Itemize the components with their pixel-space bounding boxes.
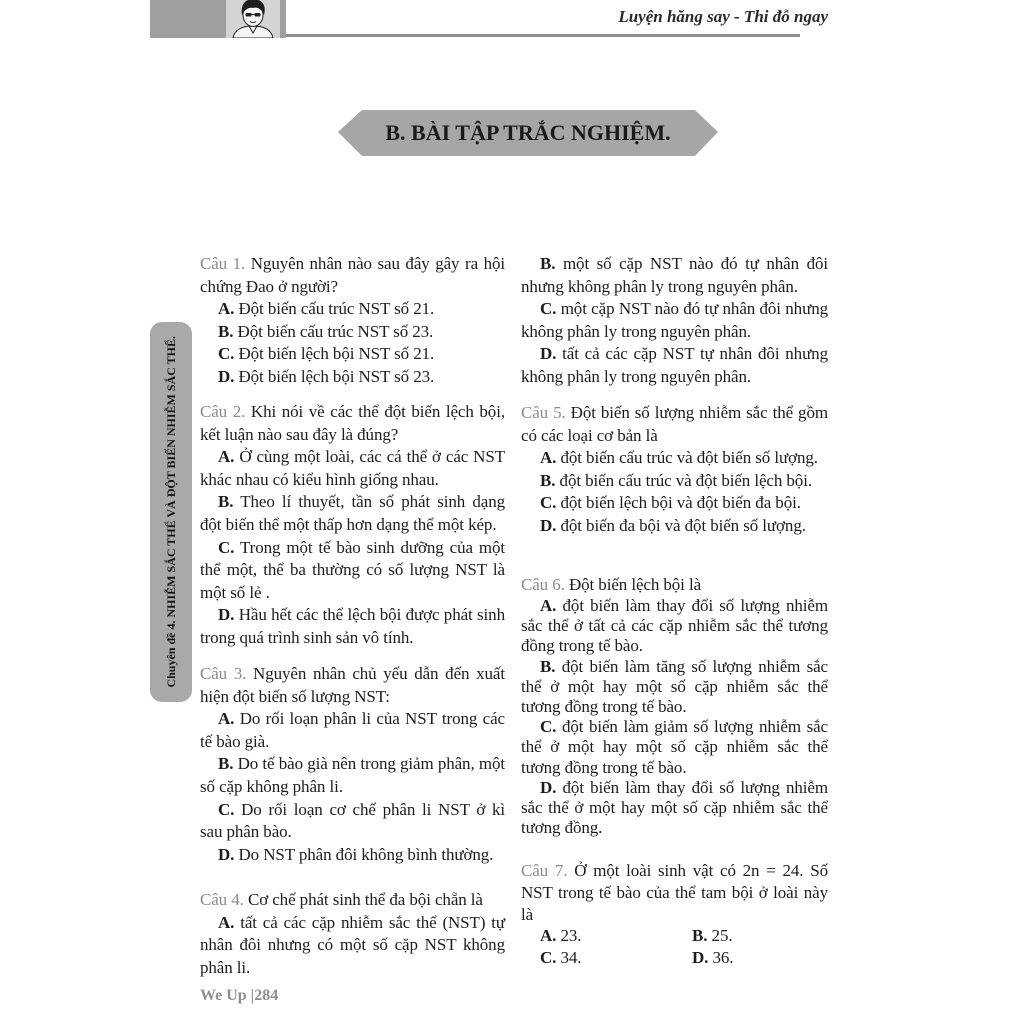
- question-text: Đột biến lệch bội là: [568, 575, 702, 594]
- question-stem: [521, 574, 828, 596]
- option-d: [521, 778, 828, 839]
- header-band: [150, 0, 286, 38]
- option-text: Đột biến cấu trúc NST số 21.: [238, 299, 435, 319]
- option-letter: D.: [540, 515, 557, 535]
- question-7: [521, 860, 828, 969]
- option-b: [521, 657, 828, 718]
- option-d: [521, 515, 828, 538]
- option-text: 25.: [711, 926, 733, 946]
- question-text: Ở một loài sinh vật có 2n = 24. Số NST trong tế bào của thể tam bội ở loài này là: [521, 861, 828, 924]
- option-text: đột biến làm thay đổi số lượng nhiễm sắc thể ở một hay một số cặp nhiễm sắc thể tương đồng.: [521, 777, 828, 838]
- option-letter: C.: [540, 493, 557, 513]
- options-grid: [521, 925, 828, 969]
- header-slogan: Luyện hăng say - Thi đỗ ngay: [618, 7, 828, 26]
- question-4: [200, 889, 505, 979]
- option-letter: A.: [540, 448, 557, 468]
- question-label: Câu 3.: [200, 664, 247, 683]
- option-text: tất cả các cặp NST tự nhân đôi nhưng không phân ly trong nguyên phân.: [521, 344, 828, 386]
- option-letter: D.: [218, 844, 235, 864]
- option-letter: B.: [540, 470, 556, 490]
- chapter-tab: [150, 322, 192, 702]
- option-a: [200, 446, 505, 491]
- option-letter: B.: [692, 926, 708, 946]
- option-text: Đột biến lệch bội NST số 21.: [238, 344, 435, 364]
- option-text: 34.: [560, 948, 582, 968]
- option-letter: A.: [540, 926, 557, 946]
- option-a: [521, 447, 828, 470]
- option-c: [200, 537, 505, 605]
- question-text: Nguyên nhân chủ yếu dẫn đến xuất hiện đột biến số lượng NST:: [200, 664, 505, 706]
- question-text: Khi nói về các thể đột biến lệch bội, kết luận nào sau đây là đúng?: [200, 402, 505, 444]
- option-letter: A.: [540, 596, 557, 615]
- option-letter: D.: [692, 948, 709, 968]
- option-letter: B.: [218, 321, 234, 341]
- question-3: [200, 663, 505, 866]
- question-label: Câu 5.: [521, 403, 566, 422]
- option-b: [200, 491, 505, 536]
- option-letter: A.: [218, 299, 235, 319]
- option-letter: D.: [218, 605, 235, 625]
- option-letter: A.: [218, 912, 235, 932]
- option-text: Hầu hết các thể lệch bội được phát sinh trong quá trình sinh sản vô tính.: [200, 605, 505, 647]
- option-a: [200, 912, 505, 980]
- question-stem: [200, 401, 505, 446]
- option-text: Đột biến lệch bội NST số 23.: [238, 366, 435, 386]
- option-letter: D.: [540, 777, 557, 797]
- option-text: 36.: [712, 948, 734, 968]
- option-letter: B.: [218, 754, 234, 774]
- question-4-continued: [521, 253, 828, 389]
- option-b: [200, 321, 505, 344]
- option-letter: C.: [540, 299, 557, 319]
- option-a: [521, 596, 828, 657]
- option-a: [200, 298, 505, 321]
- section-title-banner: [338, 110, 718, 156]
- option-letter: C.: [218, 799, 235, 819]
- section-title: B. BÀI TẬP TRẮC NGHIỆM.: [385, 120, 671, 145]
- question-stem: [200, 253, 505, 298]
- option-letter: C.: [540, 717, 557, 737]
- option-letter: A.: [218, 447, 235, 467]
- question-label: Câu 6.: [521, 575, 565, 594]
- option-b: [521, 470, 828, 493]
- option-text: Do rối loạn phân li của NST trong các tế bào già.: [200, 709, 505, 751]
- option-text: 23.: [560, 926, 582, 946]
- option-letter: D.: [540, 344, 557, 364]
- option-d: [521, 343, 828, 388]
- question-1: [200, 253, 505, 389]
- option-text: đột biến cấu trúc và đột biến số lượng.: [560, 448, 818, 468]
- option-letter: C.: [218, 344, 235, 364]
- page-footer: We Up |284: [200, 987, 279, 1004]
- question-5: [521, 402, 828, 538]
- option-d: [200, 366, 505, 389]
- option-letter: B.: [540, 656, 556, 676]
- question-stem: [200, 663, 505, 708]
- question-stem: [200, 889, 505, 912]
- option-b: [692, 925, 844, 947]
- question-label: Câu 7.: [521, 861, 568, 880]
- option-text: Do rối loạn cơ chế phân li NST ở kì sau phân bào.: [200, 799, 505, 842]
- question-text: Cơ chế phát sinh thể đa bội chẵn là: [247, 890, 483, 909]
- header-rule: [286, 34, 800, 37]
- question-label: Câu 4.: [200, 890, 244, 909]
- option-text: đột biến đa bội và đột biến số lượng.: [560, 515, 806, 535]
- option-c: [521, 492, 828, 515]
- option-text: Do NST phân đôi không bình thường.: [238, 844, 494, 864]
- question-6: [521, 574, 828, 838]
- option-letter: C.: [540, 948, 557, 968]
- option-text: đột biến lệch bội và đột biến đa bội.: [560, 493, 801, 513]
- option-text: một cặp NST nào đó tự nhân đôi nhưng không phân ly trong nguyên phân.: [521, 299, 828, 341]
- option-text: Theo lí thuyết, tần số phát sinh dạng đột biến thể một thấp hơn dạng thể một kép.: [200, 492, 505, 534]
- option-c: [200, 343, 505, 366]
- option-d: [692, 947, 844, 969]
- student-avatar-icon: [226, 0, 280, 38]
- option-text: một số cặp NST nào đó tự nhân đôi nhưng không phân ly trong nguyên phân.: [521, 254, 828, 296]
- option-letter: C.: [218, 537, 235, 557]
- option-a: [540, 925, 692, 947]
- question-label: Câu 2.: [200, 402, 246, 421]
- option-text: đột biến làm thay đổi số lượng nhiễm sắc thể ở tất cả các cặp nhiễm sắc thể tương đồng trong tế bào.: [521, 596, 828, 656]
- avatar: [226, 0, 280, 38]
- option-letter: A.: [218, 709, 235, 729]
- question-label: Câu 1.: [200, 254, 246, 273]
- option-b: [200, 753, 505, 798]
- question-stem: [521, 860, 828, 925]
- option-b: [521, 253, 828, 298]
- option-c: [521, 717, 828, 778]
- option-text: đột biến làm tăng số lượng nhiễm sắc thể ở một hay một số cặp nhiễm sắc thể tương đồng trong tế bào.: [521, 656, 828, 717]
- option-letter: B.: [218, 492, 234, 512]
- option-letter: D.: [218, 366, 235, 386]
- question-text: Đột biến số lượng nhiễm sắc thể gồm có các loại cơ bản là: [521, 403, 828, 445]
- option-letter: B.: [540, 254, 556, 273]
- option-d: [200, 604, 505, 649]
- option-c: [521, 298, 828, 343]
- option-text: đột biến cấu trúc và đột biến lệch bội.: [559, 470, 812, 490]
- option-text: tất cả các cặp nhiễm sắc thể (NST) tự nhân đôi nhưng có một số cặp NST không phân li.: [200, 912, 506, 977]
- option-text: Ở cùng một loài, các cá thể ở các NST khác nhau có kiểu hình giống nhau.: [200, 447, 505, 489]
- option-c: [540, 947, 692, 969]
- question-text: Nguyên nhân nào sau đây gây ra hội chứng Đao ở người?: [200, 254, 505, 296]
- option-d: [200, 844, 505, 867]
- option-text: Do tế bào già nên trong giảm phân, một số cặp không phân li.: [200, 754, 505, 796]
- option-text: Đột biến cấu trúc NST số 23.: [237, 321, 434, 341]
- option-c: [200, 799, 505, 844]
- option-text: Trong một tế bào sinh dưỡng của một thể một, thể ba thường có số lượng NST là một số lẻ .: [200, 537, 506, 602]
- chapter-tab-label: Chuyên đề 4. NHIỄM SẮC THỂ VÀ ĐỘT BIẾN NHIỄM SẮC THỂ.: [163, 336, 178, 688]
- question-2: [200, 401, 505, 650]
- option-text: đột biến làm giảm số lượng nhiễm sắc thể ở một hay một số cặp nhiễm sắc thể tương đồng trong tế bào.: [521, 717, 828, 777]
- option-a: [200, 708, 505, 753]
- question-stem: [521, 402, 828, 447]
